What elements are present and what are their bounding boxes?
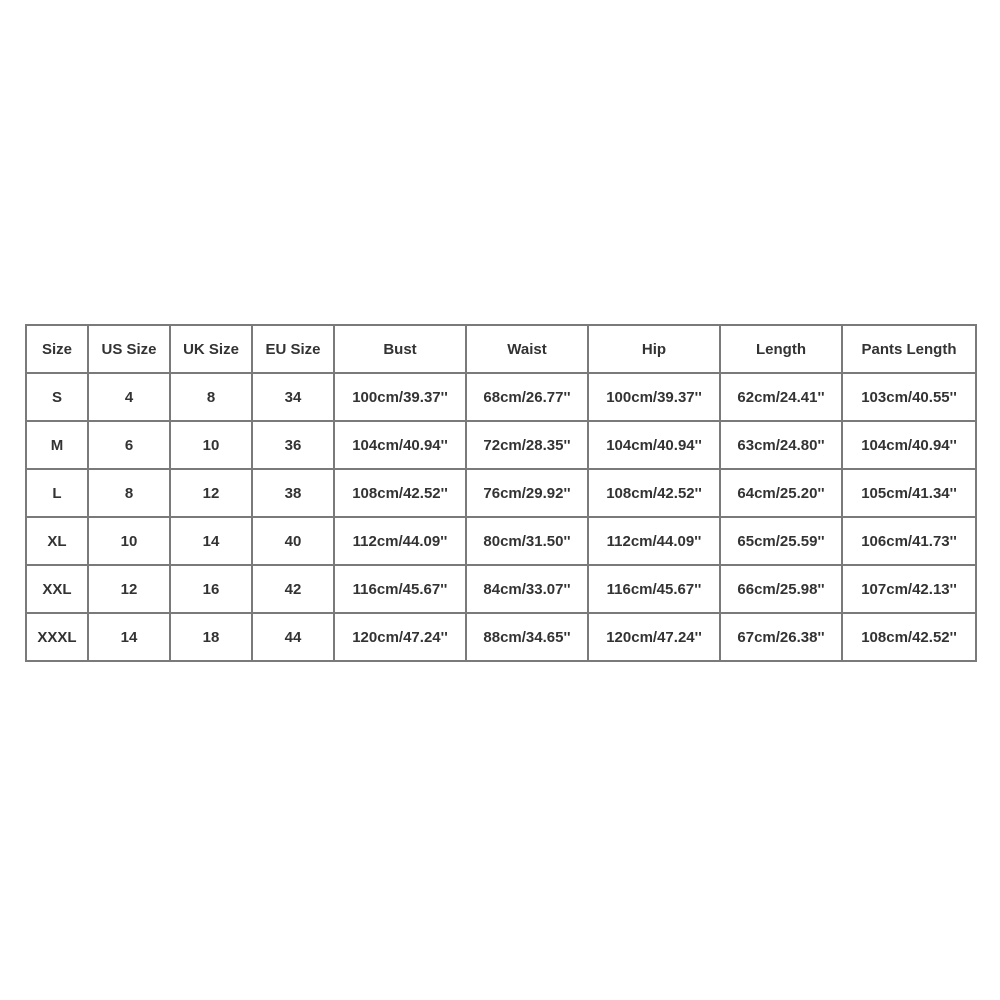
table-row <box>26 421 976 469</box>
table-cell: 34 <box>252 373 334 421</box>
table-cell: 36 <box>252 421 334 469</box>
table-cell: 8 <box>88 469 170 517</box>
header-eu-size: EU Size <box>252 325 334 373</box>
header-size: Size <box>26 325 88 373</box>
table-cell: 16 <box>170 565 252 613</box>
table-cell: 38 <box>252 469 334 517</box>
table-cell: 72cm/28.35'' <box>466 421 588 469</box>
table-cell: 112cm/44.09'' <box>334 517 466 565</box>
table-cell: 108cm/42.52'' <box>334 469 466 517</box>
table-cell: 100cm/39.37'' <box>334 373 466 421</box>
table-cell: 65cm/25.59'' <box>720 517 842 565</box>
table-cell: 14 <box>170 517 252 565</box>
table-row <box>26 517 976 565</box>
table-cell: 12 <box>170 469 252 517</box>
table-cell: 63cm/24.80'' <box>720 421 842 469</box>
table-cell: 104cm/40.94'' <box>842 421 976 469</box>
table-cell: 116cm/45.67'' <box>588 565 720 613</box>
table-cell: 44 <box>252 613 334 661</box>
table-cell: 80cm/31.50'' <box>466 517 588 565</box>
table-cell: 105cm/41.34'' <box>842 469 976 517</box>
table-cell: 67cm/26.38'' <box>720 613 842 661</box>
header-uk-size: UK Size <box>170 325 252 373</box>
table-cell: M <box>26 421 88 469</box>
table-cell: L <box>26 469 88 517</box>
table-cell: 106cm/41.73'' <box>842 517 976 565</box>
header-waist: Waist <box>466 325 588 373</box>
table-cell: 18 <box>170 613 252 661</box>
table-cell: 120cm/47.24'' <box>588 613 720 661</box>
table-row <box>26 565 976 613</box>
table-cell: 68cm/26.77'' <box>466 373 588 421</box>
table-cell: 84cm/33.07'' <box>466 565 588 613</box>
size-chart-table <box>25 324 977 662</box>
table-cell: 116cm/45.67'' <box>334 565 466 613</box>
table-cell: XXL <box>26 565 88 613</box>
table-cell: S <box>26 373 88 421</box>
table-cell: 40 <box>252 517 334 565</box>
table-cell: 8 <box>170 373 252 421</box>
table-cell: 104cm/40.94'' <box>588 421 720 469</box>
table-cell: 66cm/25.98'' <box>720 565 842 613</box>
table-cell: 64cm/25.20'' <box>720 469 842 517</box>
table-cell: 108cm/42.52'' <box>588 469 720 517</box>
header-hip: Hip <box>588 325 720 373</box>
table-cell: 112cm/44.09'' <box>588 517 720 565</box>
table-cell: 104cm/40.94'' <box>334 421 466 469</box>
header-row <box>26 325 976 373</box>
table-cell: 88cm/34.65'' <box>466 613 588 661</box>
table-cell: 103cm/40.55'' <box>842 373 976 421</box>
table-cell: 14 <box>88 613 170 661</box>
table-cell: 100cm/39.37'' <box>588 373 720 421</box>
table-cell: 12 <box>88 565 170 613</box>
table-cell: 4 <box>88 373 170 421</box>
table-cell: 120cm/47.24'' <box>334 613 466 661</box>
table-row <box>26 373 976 421</box>
table-cell: 76cm/29.92'' <box>466 469 588 517</box>
table-row <box>26 469 976 517</box>
table-cell: 42 <box>252 565 334 613</box>
table-cell: 10 <box>88 517 170 565</box>
table-cell: 10 <box>170 421 252 469</box>
header-length: Length <box>720 325 842 373</box>
header-us-size: US Size <box>88 325 170 373</box>
table-cell: 6 <box>88 421 170 469</box>
header-pants-length: Pants Length <box>842 325 976 373</box>
table-cell: 107cm/42.13'' <box>842 565 976 613</box>
header-bust: Bust <box>334 325 466 373</box>
table-cell: 62cm/24.41'' <box>720 373 842 421</box>
table-cell: 108cm/42.52'' <box>842 613 976 661</box>
table-cell: XXXL <box>26 613 88 661</box>
table-cell: XL <box>26 517 88 565</box>
table-row <box>26 613 976 661</box>
